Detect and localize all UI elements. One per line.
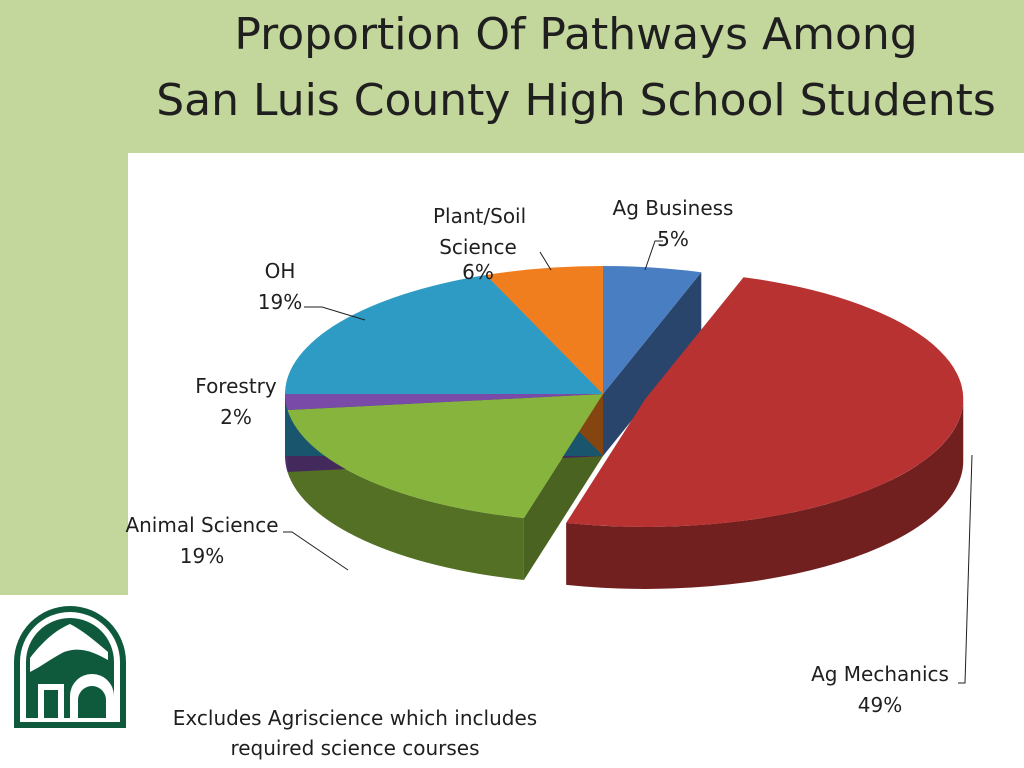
label-ag-mechanics-name: Ag Mechanics (811, 662, 949, 686)
label-forestry-value: 2% (220, 405, 252, 429)
label-oh-name: OH (264, 259, 296, 283)
label-plant-soil-name: Plant/Soil Science (433, 204, 527, 259)
school-logo-icon (8, 600, 132, 730)
label-ag-mechanics (800, 659, 960, 721)
label-oh-value: 19% (257, 290, 303, 314)
label-ag-business-name: Ag Business (612, 196, 734, 220)
label-ag-business (598, 193, 748, 255)
leader-animal-science (283, 532, 348, 570)
label-animal-science-value: 19% (179, 544, 225, 568)
title-line-2: San Luis County High School Students (156, 75, 996, 126)
label-ag-mechanics-value: 49% (857, 693, 903, 717)
label-ag-business-value: 5% (657, 227, 689, 251)
label-oh (235, 256, 325, 318)
leader-ag-mechanics (958, 455, 972, 683)
footnote: Excludes Agriscience which includes required science courses (172, 706, 538, 760)
label-forestry (180, 371, 292, 433)
title-line-1: Proportion Of Pathways Among (234, 9, 918, 60)
label-forestry-name: Forestry (195, 374, 277, 398)
label-animal-science-name: Animal Science (125, 513, 279, 537)
label-animal-science (118, 510, 286, 572)
label-plant-soil (418, 201, 538, 288)
label-plant-soil-value: 6% (462, 260, 494, 284)
leader-plant-soil (540, 252, 551, 270)
